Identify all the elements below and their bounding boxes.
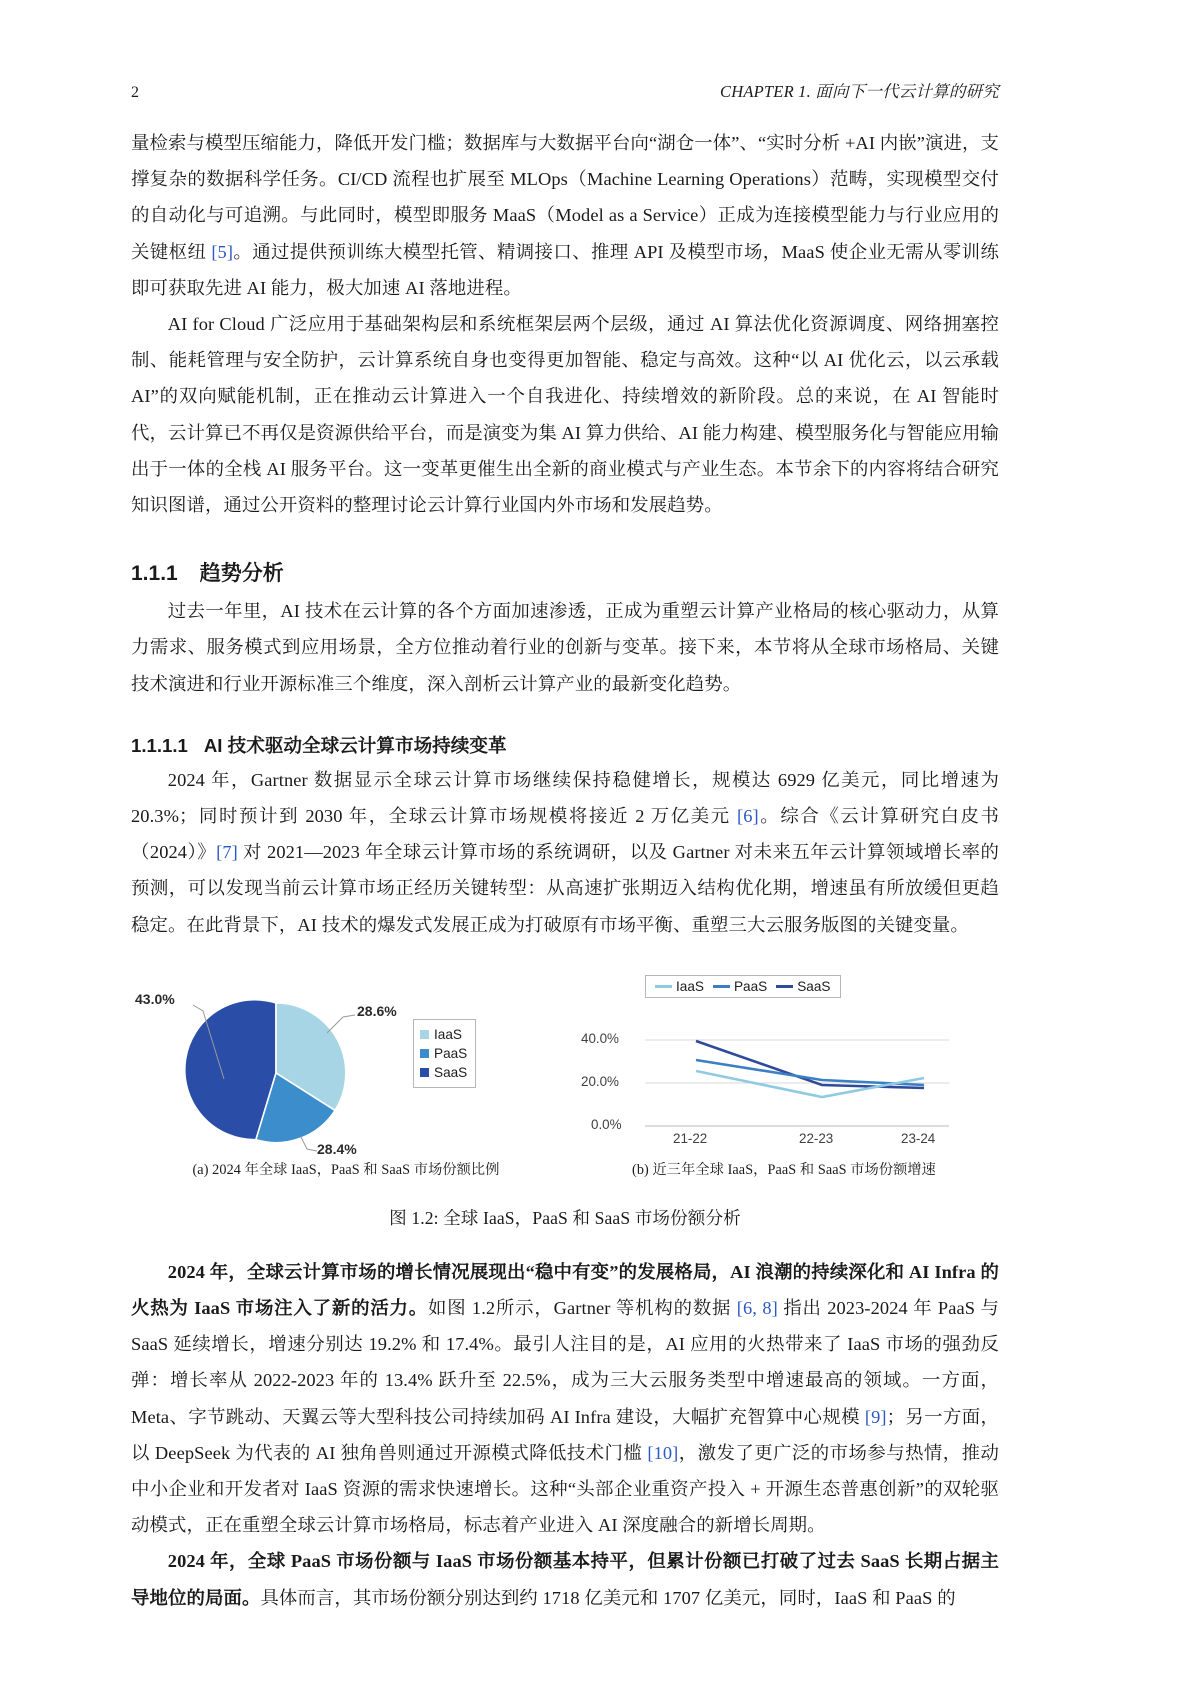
subfigure-b: [569, 971, 999, 1179]
paragraph-4-b: 。综合《云计算研究白皮书（2024）》: [131, 806, 999, 863]
pie-legend-swatch-paas: [420, 1049, 429, 1058]
pie-chart: [131, 971, 561, 1157]
paragraph-1-text: 量检索与模型压缩能力，降低开发门槛；数据库与大数据平台向“湖仓一体”、“实时分析 +AI 内嵌”演进，支撑复杂的数据科学任务。CI/CD 流程也扩展至 MLOps（Machine Learning Operations）范畴，实现模型交付的自动化与可追溯。与此同时，模型即服务 MaaS（Model as a Service）正成为连接模型能力与行业应用的关键枢纽: [131, 133, 999, 262]
pie-label-paas: 28.4%: [317, 1140, 357, 1157]
line-chart-svg: [569, 971, 999, 1153]
ytick-label-20: 20.0%: [581, 1073, 619, 1089]
paragraph-4: [131, 762, 999, 943]
pie-legend-item-saas: [420, 1063, 467, 1082]
pie-legend-label-paas: PaaS: [434, 1045, 468, 1061]
subsection-title: AI 技术驱动全球云计算市场持续变革: [203, 734, 507, 756]
paragraph-5: [131, 1254, 999, 1544]
line-legend-item-saas: [776, 979, 830, 994]
paragraph-4-c: 对 2021—2023 年全球云计算市场的系统调研，以及 Gartner 对未来五年云计算领域增长率的预测，可以发现当前云计算市场正经历关键转型：从高速扩张期迈入结构优化期，增速虽有所放缓但更趋稳定。在此背景下，AI 技术的爆发式发展正成为打破原有市场平衡、重塑三大云服务版图的关键变量。: [131, 842, 999, 935]
xtick-label-23-24: 23-24: [901, 1130, 936, 1146]
line-legend-dash-iaas: [655, 985, 672, 988]
citation-5[interactable]: [5]: [211, 241, 234, 262]
page-number: 2: [131, 84, 140, 101]
line-legend-label-iaas: IaaS: [676, 978, 704, 994]
paragraph-5-b: 指出 2023-2024 年 PaaS 与 SaaS 延续增长，增速分别达 19.2% 和 17.4%。最引人注目的是，AI 应用的火热带来了 IaaS 市场的强劲反弹：增长率从 2022-2023 年的 13.4% 跃升至 22.5%，成为三大云服务类型中增速最高的领域。一方面，Meta、字节跳动、天翼云等大型科技公司持续加码 AI Infra 建设，大幅扩充智算中心规模: [131, 1298, 1000, 1427]
figure-caption: 图 1.2: 全球 IaaS，PaaS 和 SaaS 市场份额分析: [389, 1207, 741, 1228]
subsection-number: 1.1.1.1: [131, 734, 188, 756]
paragraph-1-tail: 。通过提供预训练大模型托管、精调接口、推理 API 及模型市场，MaaS 使企业无需从零训练即可获取先进 AI 能力，极大加速 AI 落地进程。: [131, 241, 999, 298]
pie-chart-svg: [131, 971, 561, 1153]
subfigure-a: [131, 971, 561, 1179]
paragraph-5-c: ；另一方面，以 DeepSeek 为代表的 AI 独角兽则通过开源模式降低技术门槛: [131, 1406, 999, 1463]
paragraph-5-bold: 2024 年，全球云计算市场的增长情况展现出“稳中有变”的发展格局，AI 浪潮的持续深化和 AI Infra 的火热为 IaaS 市场注入了新的活力。: [131, 1261, 999, 1319]
xtick-label-21-22: 21-22: [673, 1130, 708, 1146]
page-content: [131, 78, 999, 1616]
subsection-heading-1-1-1-1: [131, 732, 999, 758]
figure-1-2: [131, 971, 999, 1230]
pie-legend-item-paas: [420, 1044, 467, 1063]
pie-label-iaas: 28.6%: [357, 1002, 397, 1019]
pie-label-saas: 43.0%: [135, 990, 175, 1007]
paragraph-4-a: 2024 年，Gartner 数据显示全球云计算市场继续保持稳健增长，规模达 6929 亿美元，同比增速为 20.3%；同时预计到 2030 年，全球云计算市场规模将接近 2 万亿美元: [131, 769, 999, 827]
paragraph-2: AI for Cloud 广泛应用于基础架构层和系统框架层两个层级，通过 AI 算法优化资源调度、网络拥塞控制、能耗管理与安全防护，云计算系统自身也变得更加智能、稳定与高效。这种“以 AI 优化云，以云承载 AI”的双向赋能机制，正在推动云计算进入一个自我进化、持续增效的新阶段。总的来说，在 AI 智能时代，云计算已不再仅是资源供给平台，而是演变为集 AI 算力供给、AI 能力构建、模型服务化与智能应用输出于一体的全栈 AI 服务平台。这一变革更催生出全新的商业模式与产业生态。本节余下的内容将结合研究知识图谱，通过公开资料的整理讨论云计算行业国内外市场和发展趋势。: [131, 314, 999, 516]
paragraph-3: 过去一年里，AI 技术在云计算的各个方面加速渗透，正成为重塑云计算产业格局的核心驱动力，从算力需求、服务模式到应用场景，全方位推动着行业的创新与变革。接下来，本节将从全球市场格局、关键技术演进和行业开源标准三个维度，深入剖析云计算产业的最新变化趋势。: [131, 601, 999, 694]
paragraph-6: [131, 1543, 999, 1615]
subfigure-a-caption: (a) 2024 年全球 IaaS，PaaS 和 SaaS 市场份额比例: [192, 1161, 500, 1178]
paragraph-6-bold: 2024 年，全球 PaaS 市场份额与 IaaS 市场份额基本持平，但累计份额已打破了过去 SaaS 长期占据主导地位的局面。: [131, 1551, 999, 1608]
line-legend-dash-paas: [713, 985, 730, 988]
citation-6-8[interactable]: [6, 8]: [736, 1298, 778, 1319]
line-legend-dash-saas: [776, 985, 793, 988]
citation-7[interactable]: [7]: [216, 842, 238, 863]
chapter-title: CHAPTER 1. 面向下一代云计算的研究: [720, 82, 999, 101]
pie-legend: [413, 1019, 476, 1088]
line-legend: [645, 975, 841, 998]
citation-9[interactable]: [9]: [864, 1406, 887, 1427]
paragraph-6-a: 具体而言，其市场份额分别达到约 1718 亿美元和 1707 亿美元，同时，IaaS 和 PaaS 的: [260, 1587, 956, 1608]
pie-legend-swatch-saas: [420, 1068, 429, 1077]
section-number: 1.1.1: [131, 562, 178, 586]
pie-legend-swatch-iaas: [420, 1030, 429, 1039]
figure-row: [131, 971, 999, 1179]
ytick-label-40: 40.0%: [581, 1030, 619, 1046]
line-legend-item-iaas: [655, 979, 704, 994]
line-legend-label-paas: PaaS: [733, 978, 768, 994]
section-heading-1-1-1: [131, 557, 999, 587]
paragraph-5-d: ，激发了更广泛的市场参与热情，推动中小企业和开发者对 IaaS 资源的需求快速增长。这种“头部企业重资产投入 + 开源生态普惠创新”的双轮驱动模式，正在重塑全球云计算市场格局，标志着产业进入 AI 深度融合的新增长周期。: [131, 1442, 1000, 1536]
paragraph-5-a: 如图 1.2所示，Gartner 等机构的数据: [428, 1298, 737, 1319]
pie-legend-label-iaas: IaaS: [434, 1026, 462, 1042]
line-chart: [569, 971, 999, 1153]
paragraph-1: [131, 125, 999, 306]
citation-10[interactable]: [10]: [647, 1442, 679, 1463]
section-title: 趋势分析: [199, 562, 284, 586]
line-legend-label-saas: SaaS: [797, 978, 831, 994]
citation-6[interactable]: [6]: [737, 806, 759, 827]
pie-leader-line-paas: [301, 1137, 317, 1151]
line-series-iaas: [696, 1071, 924, 1097]
pie-legend-label-saas: SaaS: [434, 1064, 468, 1080]
subfigure-b-caption: (b) 近三年全球 IaaS，PaaS 和 SaaS 市场份额增速: [632, 1161, 936, 1178]
pie-legend-item-iaas: [420, 1025, 467, 1044]
xtick-label-22-23: 22-23: [799, 1130, 834, 1146]
ytick-label-0: 0.0%: [591, 1116, 622, 1132]
running-head: [131, 78, 999, 102]
line-legend-item-paas: [713, 979, 767, 994]
